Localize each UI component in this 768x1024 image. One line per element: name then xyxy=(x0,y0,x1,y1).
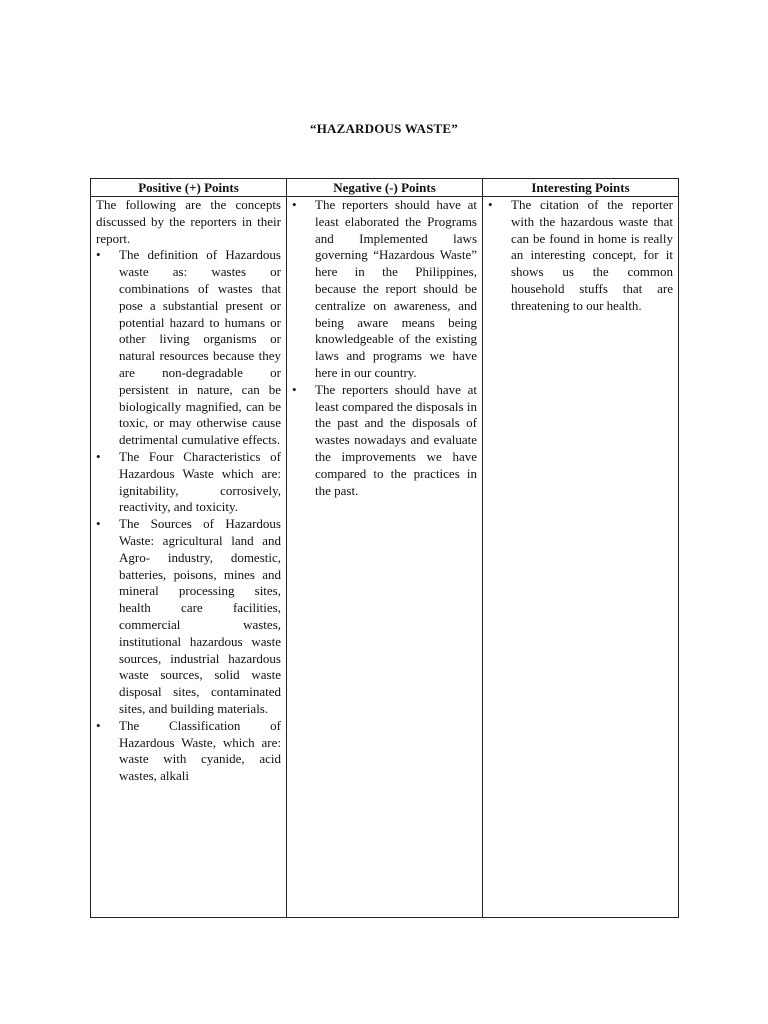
pmi-table xyxy=(90,178,679,918)
negative-list xyxy=(292,197,477,499)
header-positive: Positive (+) Points xyxy=(91,179,287,197)
document-title: “HAZARDOUS WASTE” xyxy=(310,121,458,136)
list-item: • The Four Characteristics of Hazardous Waste which are: ignitability, corrosively, reactivity, and toxicity. xyxy=(96,448,281,515)
list-item: • The definition of Hazardous waste as: wastes or combinations of wastes that pose a substantial present or potential hazard to humans or other living organisms or natural resources because they are non-degradable or persistent in nature, can be biologically magnified, can be toxic, or may otherwise cause detrimental cumulative effects. xyxy=(96,247,281,448)
negative-cell xyxy=(287,197,483,918)
bullet-icon: • xyxy=(292,197,297,212)
list-item: • The citation of the reporter with the hazardous waste that can be found in home is really an interesting concept, for it shows us the common household stuffs that are threatening to our health. xyxy=(488,197,673,313)
list-item: • The Sources of Hazardous Waste: agricultural land and Agro- industry, domestic, batteries, poisons, mines and mineral processing sites, health care facilities, commercial wastes, institutional hazardous waste sources, industrial hazardous waste sources, solid waste disposal sites, contaminated sites, and building materials. xyxy=(96,516,281,716)
bullet-icon: • xyxy=(96,717,101,733)
header-negative: Negative (-) Points xyxy=(287,179,483,197)
bullet-icon: • xyxy=(96,448,101,464)
bullet-icon: • xyxy=(488,197,493,212)
bullet-icon: • xyxy=(292,381,297,397)
list-item: • The Classification of Hazardous Waste, which are: waste with cyanide, acid wastes, alkali xyxy=(96,717,281,784)
positive-list xyxy=(96,247,281,785)
interesting-list xyxy=(488,197,673,315)
table-header-row xyxy=(91,179,679,197)
bullet-icon: • xyxy=(96,516,101,532)
positive-intro: The following are the concepts discussed by the reporters in their report. xyxy=(96,197,281,246)
list-item: • The reporters should have at least compared the disposals in the past and the disposals of wastes nowadays and evaluate the improvements we have compared to the practices in the past. xyxy=(292,381,477,498)
positive-cell xyxy=(91,197,287,918)
header-interesting: Interesting Points xyxy=(483,179,679,197)
list-item: • The reporters should have at least elaborated the Programs and Implemented laws governing “Hazardous Waste” here in the Philippines, because the report should be centralize on awareness, and being aware means being knowledgeable of the existing laws and programs we have here in our country. xyxy=(292,197,477,380)
bullet-icon: • xyxy=(96,247,101,263)
interesting-cell xyxy=(483,197,679,918)
table-row xyxy=(91,197,679,918)
